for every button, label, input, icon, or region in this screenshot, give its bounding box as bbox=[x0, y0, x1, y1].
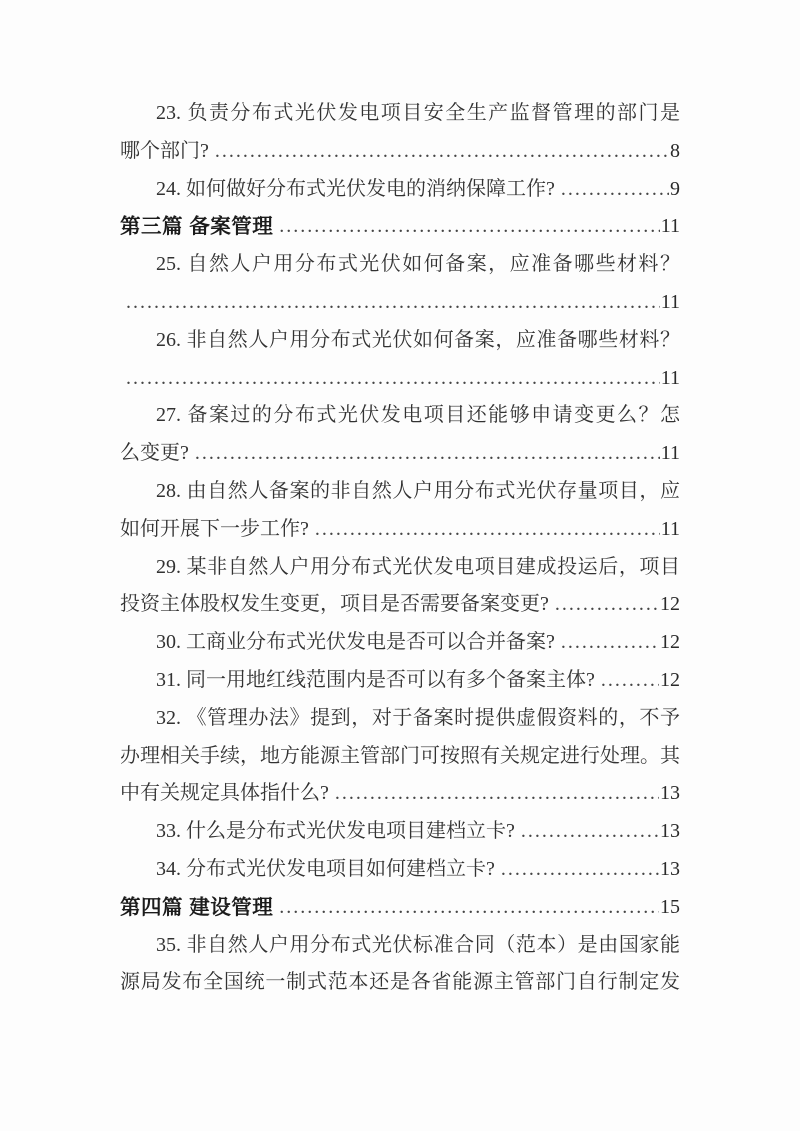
toc-entry-line bbox=[120, 397, 680, 435]
toc-entry-text: 么变更? bbox=[120, 442, 189, 465]
toc-entry-line bbox=[120, 775, 680, 813]
toc-entry-text: 34. 分布式光伏发电项目如何建档立卡? bbox=[156, 857, 495, 880]
toc-entry-text: 如何开展下一步工作? bbox=[120, 517, 309, 540]
dot-leader bbox=[126, 284, 660, 322]
toc-entry-text: 28. 由自然人备案的非自然人户用分布式光伏存量项目，应 bbox=[156, 479, 680, 502]
toc-entry-text: 24. 如何做好分布式光伏发电的消纳保障工作? bbox=[156, 177, 555, 200]
dot-leader bbox=[315, 511, 660, 549]
page-number: 13 bbox=[660, 782, 680, 805]
toc-entry-line bbox=[120, 549, 680, 587]
page-number: 12 bbox=[660, 593, 680, 616]
toc-entry-line bbox=[120, 624, 680, 662]
dot-leader bbox=[279, 889, 659, 927]
dot-leader bbox=[335, 775, 659, 813]
page-number: 11 bbox=[660, 366, 680, 389]
page-number: 11 bbox=[660, 442, 680, 465]
toc-entry-text: 源局发布全国统一制式范本还是各省能源主管部门自行制定发 bbox=[120, 971, 680, 994]
toc-entry-line bbox=[120, 95, 680, 133]
toc-entry-text: 33. 什么是分布式光伏发电项目建档立卡? bbox=[156, 820, 515, 843]
dot-leader bbox=[601, 662, 659, 700]
toc-entry-line bbox=[120, 851, 680, 889]
toc-entry-text: 哪个部门? bbox=[120, 139, 209, 162]
toc-entry-text: 32. 《管理办法》提到，对于备案时提供虚假资料的，不予 bbox=[156, 706, 680, 729]
page-number: 12 bbox=[660, 668, 680, 691]
toc-entry-line bbox=[120, 927, 680, 965]
page-number: 13 bbox=[660, 820, 680, 843]
toc-section-heading bbox=[120, 889, 680, 927]
dot-leader bbox=[555, 586, 659, 624]
toc-entry-line bbox=[120, 738, 680, 776]
toc-list bbox=[120, 95, 680, 1002]
section-heading-text: 第四篇 建设管理 bbox=[120, 895, 274, 919]
toc-entry-text: 35. 非自然人户用分布式光伏标准合同（范本）是由国家能 bbox=[156, 933, 680, 956]
dot-leader bbox=[215, 133, 669, 171]
toc-entry-line bbox=[120, 435, 680, 473]
toc-entry-line bbox=[120, 473, 680, 511]
dot-leader bbox=[279, 208, 660, 246]
page-number: 11 bbox=[660, 290, 680, 313]
toc-entry-line bbox=[120, 586, 680, 624]
toc-entry-line bbox=[120, 511, 680, 549]
toc-entry-line bbox=[120, 284, 680, 322]
toc-entry-line bbox=[120, 322, 680, 360]
page-number: 12 bbox=[660, 631, 680, 654]
section-heading-text: 第三篇 备案管理 bbox=[120, 215, 274, 239]
toc-entry-line bbox=[120, 171, 680, 209]
page-number: 9 bbox=[670, 177, 680, 200]
dot-leader bbox=[126, 360, 660, 398]
dot-leader bbox=[521, 813, 659, 851]
toc-entry-line bbox=[120, 133, 680, 171]
toc-entry-line bbox=[120, 700, 680, 738]
toc-entry-text: 29. 某非自然人户用分布式光伏发电项目建成投运后，项目 bbox=[156, 555, 680, 578]
page-number: 13 bbox=[660, 857, 680, 880]
toc-entry-line bbox=[120, 813, 680, 851]
toc-entry-text: 31. 同一用地红线范围内是否可以有多个备案主体? bbox=[156, 668, 595, 691]
toc-entry-text: 27. 备案过的分布式光伏发电项目还能够申请变更么？怎 bbox=[156, 404, 680, 427]
dot-leader bbox=[195, 435, 660, 473]
toc-entry-line bbox=[120, 246, 680, 284]
toc-entry-line bbox=[120, 662, 680, 700]
dot-leader bbox=[561, 624, 659, 662]
page-number: 15 bbox=[660, 895, 680, 918]
page-number: 11 bbox=[660, 215, 680, 238]
dot-leader bbox=[561, 171, 669, 209]
toc-entry-text: 中有关规定具体指什么? bbox=[120, 782, 329, 805]
dot-leader bbox=[501, 851, 659, 889]
toc-entry-line bbox=[120, 360, 680, 398]
page-number: 11 bbox=[660, 517, 680, 540]
toc-entry-line bbox=[120, 964, 680, 1002]
toc-entry-text: 23. 负责分布式光伏发电项目安全生产监督管理的部门是 bbox=[156, 102, 680, 124]
toc-entry-text: 25. 自然人户用分布式光伏如何备案，应准备哪些材料？ bbox=[156, 253, 680, 276]
toc-entry-text: 投资主体股权发生变更，项目是否需要备案变更? bbox=[120, 593, 549, 616]
toc-entry-text: 30. 工商业分布式光伏发电是否可以合并备案? bbox=[156, 631, 555, 654]
toc-section-heading bbox=[120, 208, 680, 246]
toc-entry-text: 26. 非自然人户用分布式光伏如何备案，应准备哪些材料？ bbox=[156, 328, 680, 351]
page-number: 8 bbox=[670, 139, 680, 162]
toc-entry-text: 办理相关手续，地方能源主管部门可按照有关规定进行处理。其 bbox=[120, 744, 680, 767]
